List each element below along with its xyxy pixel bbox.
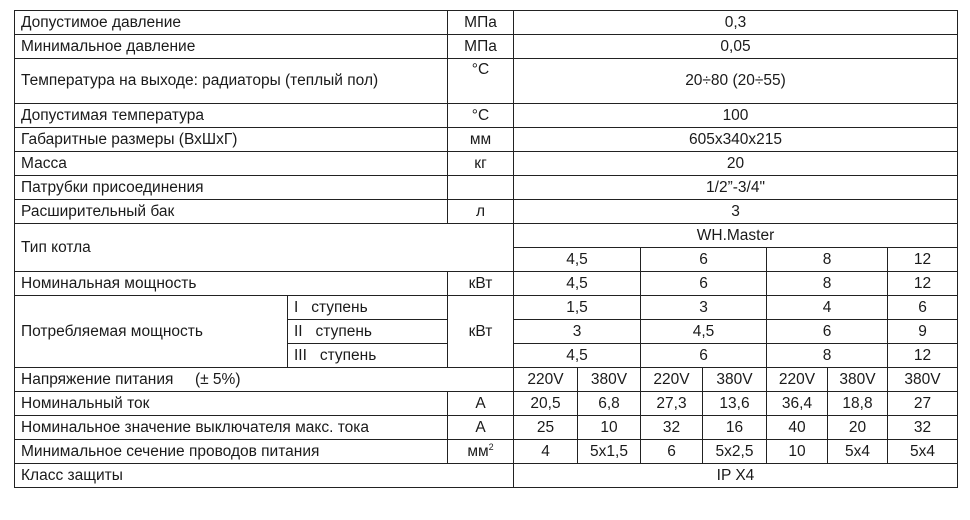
unit-cell: МПа bbox=[448, 35, 514, 59]
row-dimensions bbox=[15, 128, 958, 152]
row-wire-section bbox=[15, 440, 958, 464]
value-cell: 16 bbox=[703, 416, 767, 440]
row-temp-allowed bbox=[15, 104, 958, 128]
unit-cell: °С bbox=[448, 104, 514, 128]
value-cell: 27 bbox=[888, 392, 958, 416]
value-cell: 32 bbox=[641, 416, 703, 440]
label-cell: Тип котла bbox=[15, 224, 514, 272]
value-cell: 32 bbox=[888, 416, 958, 440]
row-protection bbox=[15, 464, 958, 488]
value-cell: 12 bbox=[888, 272, 958, 296]
row-pressure-min bbox=[15, 35, 958, 59]
variant-cell: 6 bbox=[641, 248, 767, 272]
label-cell: Патрубки присоединения bbox=[15, 176, 448, 200]
voltage-label: Напряжение питания bbox=[21, 370, 174, 388]
value-cell: 5x1,5 bbox=[578, 440, 641, 464]
value-cell: 1,5 bbox=[514, 296, 641, 320]
value-cell: 6 bbox=[888, 296, 958, 320]
value-cell: 3 bbox=[641, 296, 767, 320]
unit-cell: кВт bbox=[448, 272, 514, 296]
unit-cell bbox=[448, 440, 514, 464]
value-cell: 6 bbox=[641, 344, 767, 368]
stage-cell bbox=[288, 344, 448, 368]
specifications-table bbox=[14, 10, 958, 488]
value-cell: 380V bbox=[888, 368, 958, 392]
value-cell: 6 bbox=[641, 272, 767, 296]
unit-cell: А bbox=[448, 416, 514, 440]
value-cell: 25 bbox=[514, 416, 578, 440]
label-cell: Класс защиты bbox=[15, 464, 514, 488]
stage-word: ступень bbox=[315, 322, 372, 340]
label-cell: Допустимое давление bbox=[15, 11, 448, 35]
unit-cell bbox=[448, 176, 514, 200]
label-cell: Допустимая температура bbox=[15, 104, 448, 128]
row-voltage bbox=[15, 368, 958, 392]
row-boiler-type bbox=[15, 224, 958, 248]
row-nominal-power bbox=[15, 272, 958, 296]
value-cell: 20 bbox=[514, 152, 958, 176]
value-cell: 6 bbox=[641, 440, 703, 464]
value-cell: 5x4 bbox=[828, 440, 888, 464]
value-cell: 4 bbox=[767, 296, 888, 320]
value-cell: 3 bbox=[514, 200, 958, 224]
value-cell: 8 bbox=[767, 272, 888, 296]
value-cell: 5x2,5 bbox=[703, 440, 767, 464]
stage-number: III bbox=[294, 346, 307, 364]
value-cell: 20 bbox=[828, 416, 888, 440]
label-cell: Масса bbox=[15, 152, 448, 176]
label-cell: Температура на выходе: радиаторы (теплый пол) bbox=[15, 59, 448, 104]
voltage-tolerance: (± 5%) bbox=[194, 370, 241, 388]
row-mass bbox=[15, 152, 958, 176]
value-cell: 380V bbox=[828, 368, 888, 392]
label-cell: Габаритные размеры (ВхШхГ) bbox=[15, 128, 448, 152]
value-cell: 4,5 bbox=[641, 320, 767, 344]
value-cell: 4,5 bbox=[514, 344, 641, 368]
unit-cell: МПа bbox=[448, 11, 514, 35]
value-cell: 6,8 bbox=[578, 392, 641, 416]
stage-cell bbox=[288, 320, 448, 344]
variant-cell: 8 bbox=[767, 248, 888, 272]
stage-number: II bbox=[294, 322, 303, 340]
value-cell: 4 bbox=[514, 440, 578, 464]
value-cell: 20÷80 (20÷55) bbox=[514, 59, 958, 104]
value-cell: 380V bbox=[578, 368, 641, 392]
label-cell: Номинальный ток bbox=[15, 392, 448, 416]
unit-cell: л bbox=[448, 200, 514, 224]
row-connections bbox=[15, 176, 958, 200]
value-cell: 380V bbox=[703, 368, 767, 392]
value-cell: 6 bbox=[767, 320, 888, 344]
value-cell: 18,8 bbox=[828, 392, 888, 416]
row-breaker bbox=[15, 416, 958, 440]
value-cell: 605x340x215 bbox=[514, 128, 958, 152]
label-cell: Потребляемая мощность bbox=[15, 296, 288, 368]
stage-cell bbox=[288, 296, 448, 320]
unit-superscript: 2 bbox=[488, 441, 494, 452]
unit-cell: кВт bbox=[448, 296, 514, 368]
row-expansion-tank bbox=[15, 200, 958, 224]
label-cell: Номинальное значение выключателя макс. тока bbox=[15, 416, 448, 440]
row-outlet-temp bbox=[15, 59, 958, 104]
stage-word: ступень bbox=[311, 298, 368, 316]
value-cell: 40 bbox=[767, 416, 828, 440]
value-cell: 12 bbox=[888, 344, 958, 368]
row-nominal-current bbox=[15, 392, 958, 416]
value-cell: 27,3 bbox=[641, 392, 703, 416]
unit-text: мм bbox=[467, 442, 489, 460]
value-cell: 4,5 bbox=[514, 272, 641, 296]
value-cell: 0,05 bbox=[514, 35, 958, 59]
unit-cell: А bbox=[448, 392, 514, 416]
value-cell: 9 bbox=[888, 320, 958, 344]
value-cell: 5x4 bbox=[888, 440, 958, 464]
value-cell: 10 bbox=[767, 440, 828, 464]
label-cell: Минимальное давление bbox=[15, 35, 448, 59]
value-cell: 3 bbox=[514, 320, 641, 344]
value-cell: 220V bbox=[514, 368, 578, 392]
value-cell: 220V bbox=[767, 368, 828, 392]
label-cell: Минимальное сечение проводов питания bbox=[15, 440, 448, 464]
row-consumed-stage-1 bbox=[15, 296, 958, 320]
model-cell: WH.Master bbox=[514, 224, 958, 248]
stage-word: ступень bbox=[319, 346, 377, 364]
variant-cell: 4,5 bbox=[514, 248, 641, 272]
value-cell: 36,4 bbox=[767, 392, 828, 416]
label-cell: Расширительный бак bbox=[15, 200, 448, 224]
variant-cell: 12 bbox=[888, 248, 958, 272]
label-cell: Номинальная мощность bbox=[15, 272, 448, 296]
unit-cell: мм bbox=[448, 128, 514, 152]
value-cell: 1/2”-3/4" bbox=[514, 176, 958, 200]
value-cell: 8 bbox=[767, 344, 888, 368]
value-cell: 20,5 bbox=[514, 392, 578, 416]
value-cell: 0,3 bbox=[514, 11, 958, 35]
value-cell: 220V bbox=[641, 368, 703, 392]
value-cell: 100 bbox=[514, 104, 958, 128]
value-cell: IP X4 bbox=[514, 464, 958, 488]
unit-cell: кг bbox=[448, 152, 514, 176]
value-cell: 13,6 bbox=[703, 392, 767, 416]
stage-number: I bbox=[294, 298, 299, 316]
value-cell: 10 bbox=[578, 416, 641, 440]
unit-cell: °С bbox=[448, 59, 514, 104]
row-pressure-allowed bbox=[15, 11, 958, 35]
label-cell bbox=[15, 368, 514, 392]
